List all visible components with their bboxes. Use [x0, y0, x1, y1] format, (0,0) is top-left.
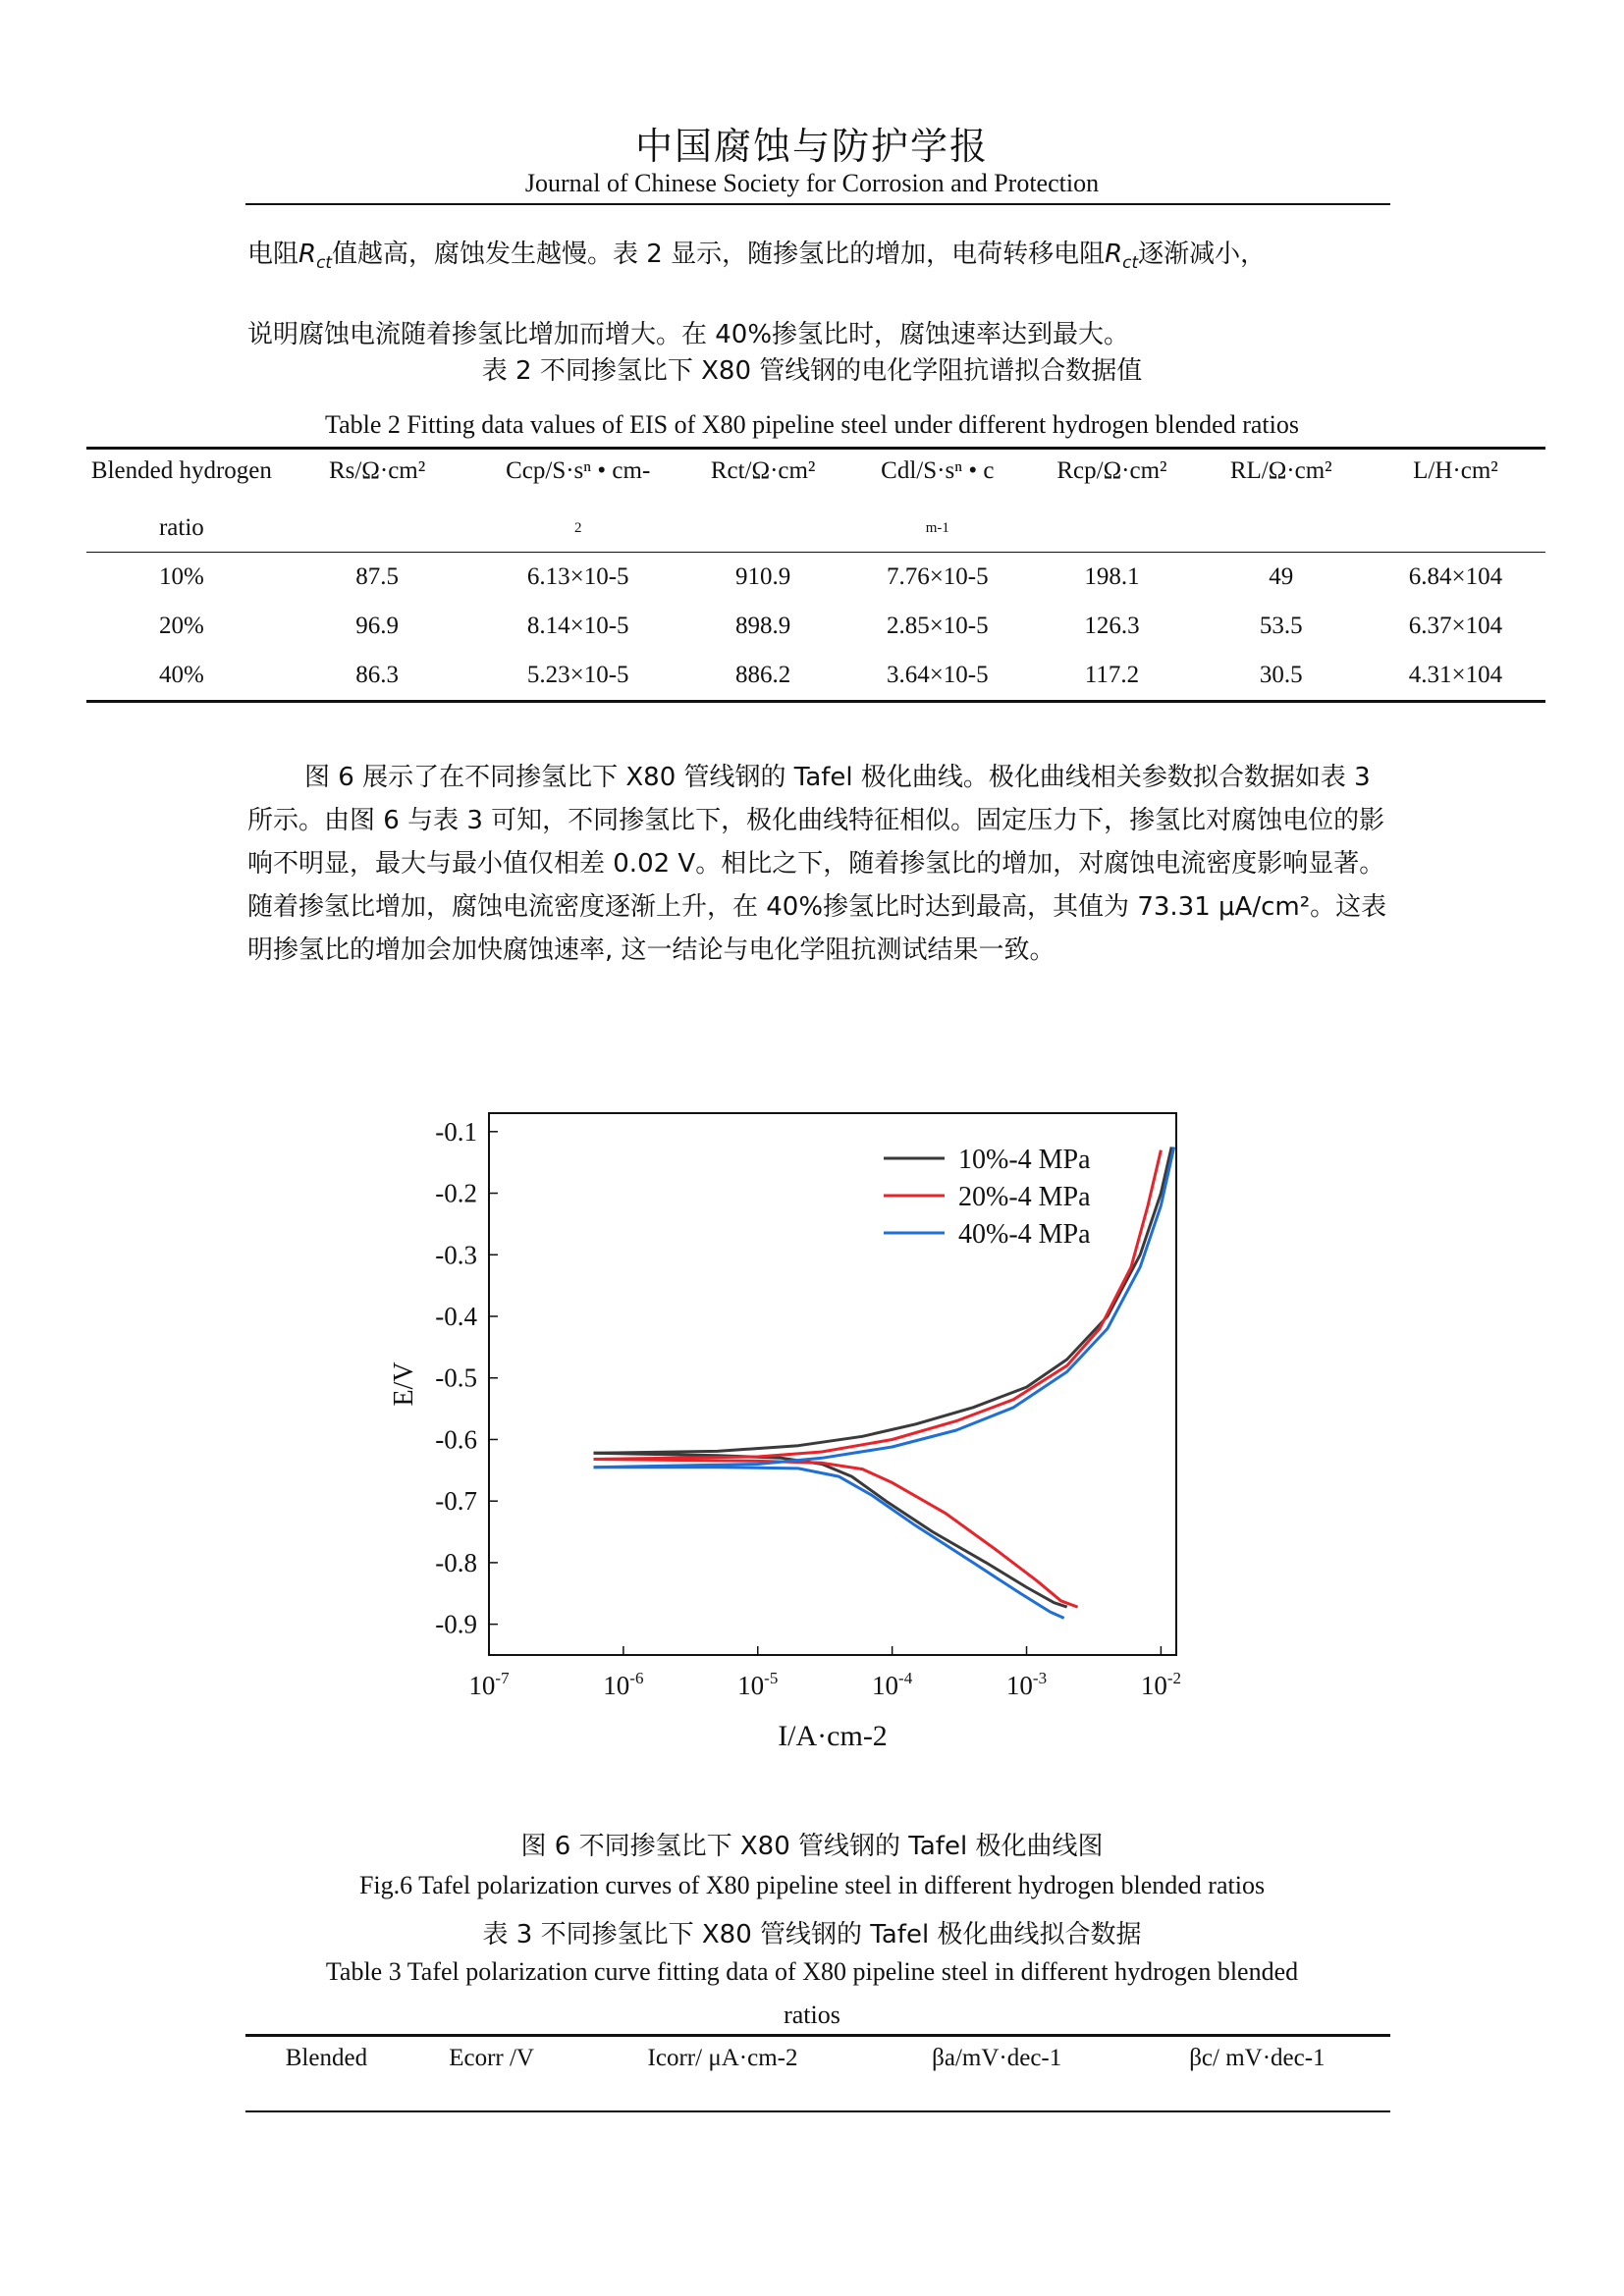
table2-header-cell: Blended hydrogen [90, 457, 272, 484]
table2-header-cell: Cdl/S·sⁿ • c [881, 457, 995, 484]
table-row [86, 602, 1545, 651]
table-row [86, 553, 1545, 603]
y-tick-label: -0.4 [435, 1302, 477, 1331]
table2-body [86, 553, 1545, 702]
symbol-subscript: ct [316, 252, 333, 273]
table-row [86, 651, 1545, 702]
y-tick-label: -0.8 [435, 1547, 477, 1577]
table-cell: 6.37×104 [1408, 613, 1503, 639]
table3-header-cell: βc/ mV·dec-1 [1189, 2045, 1326, 2071]
table-cell: 20% [158, 613, 204, 639]
table3-caption-en-line2: ratios [784, 2001, 840, 2029]
table2-header-cell-line2: m-1 [847, 505, 1027, 553]
y-tick-label: -0.1 [435, 1116, 477, 1147]
table-cell: 6.84×104 [1408, 563, 1503, 590]
legend-label: 40%-4 MPa [958, 1219, 1091, 1250]
table-cell: 87.5 [355, 563, 399, 590]
table-cell: 86.3 [355, 662, 399, 688]
legend-label: 10%-4 MPa [958, 1145, 1091, 1175]
table-cell: 898.9 [735, 613, 791, 639]
symbol-subscript: ct [1122, 252, 1139, 273]
y-axis-label: E/V [389, 1362, 419, 1407]
table-cell: 910.9 [735, 563, 791, 590]
table2-header-row [86, 505, 1545, 553]
paragraph-line: 说明腐蚀电流随着掺氢比增加而增大。在 40%掺氢比时，腐蚀速率达到最大。 [247, 320, 1130, 350]
paragraph-discussion [247, 756, 1390, 972]
table-cell: 7.76×10-5 [886, 563, 989, 590]
table2-header-row [86, 449, 1545, 506]
table-cell: 117.2 [1084, 662, 1140, 688]
table2-header-cell: Rcp/Ω·cm² [1056, 457, 1167, 484]
table2-header-cell-line2 [678, 505, 847, 553]
x-tick-label: $10^{-4}$ [872, 1669, 913, 1700]
table-cell: 198.1 [1084, 563, 1140, 590]
x-tick-label: $10^{-7}$ [468, 1669, 510, 1700]
text-fragment: 逐渐减小， [1138, 240, 1267, 269]
header-rule [245, 203, 1390, 205]
legend-label: 20%-4 MPa [958, 1182, 1091, 1212]
x-tick-exponent: -6 [629, 1669, 644, 1687]
paragraph-text: 图 6 展示了在不同掺氢比下 X80 管线钢的 Tafel 极化曲线。极化曲线相关参数拟合数据如表 3 所示。由图 6 与表 3 可知，不同掺氢比下，极化曲线特征相似。固定压力下，掺氢比对腐蚀电位的影响不明显，最大与最小值仅相差 0.02 V。相比之下，随着掺氢比的增加，对腐蚀电流密度影响显著。随着掺氢比增加，腐蚀电流密度逐渐上升，在 40%掺氢比时达到最高，其值为 73.31 μA/cm²。这表明掺氢比的增加会加快腐蚀速率, 这一结论与电化学阻抗测试结果一致。 [247, 763, 1387, 965]
paragraph-line [247, 218, 1390, 298]
text-fragment: 值越高，腐蚀发生越慢。表 2 显示，随掺氢比的增加，电荷转移电阻 [332, 240, 1106, 269]
table2-caption-cn: 表 2 不同掺氢比下 X80 管线钢的电化学阻抗谱拟合数据值 [481, 356, 1143, 386]
symbol-letter: R [298, 240, 317, 269]
table2-header-cell: Rs/Ω·cm² [328, 457, 426, 484]
table-cell: 4.31×104 [1408, 662, 1503, 688]
x-tick-exponent: -3 [1032, 1669, 1048, 1687]
table2-header-cell-line2 [1197, 505, 1366, 553]
x-tick-exponent: -2 [1166, 1669, 1181, 1687]
table2-caption-en: Table 2 Fitting data values of EIS of X80 pipeline steel under different hydrogen blended ratios [325, 410, 1299, 439]
table-cell: 886.2 [735, 662, 791, 688]
table3-header-cell: Ecorr /V [449, 2045, 534, 2071]
table3-header-cell: Icorr/ μA·cm-2 [647, 2045, 798, 2071]
table-cell: 2.85×10-5 [886, 613, 989, 639]
x-tick-label: $10^{-2}$ [1140, 1669, 1181, 1700]
table2 [86, 447, 1545, 703]
symbol-letter: R [1105, 240, 1123, 269]
table2-header-cell: Rct/Ω·cm² [710, 457, 816, 484]
table-cell: 40% [158, 662, 204, 688]
table-cell: 49 [1269, 563, 1294, 590]
table-cell: 53.5 [1259, 613, 1303, 639]
x-tick-exponent: -5 [764, 1669, 779, 1687]
table2-header-cell-line2: ratio [86, 505, 277, 553]
y-tick-label: -0.9 [435, 1609, 477, 1639]
table2-header-cell-line2 [277, 505, 478, 553]
table3-header-cell: Blended [285, 2045, 368, 2071]
y-tick-label: -0.7 [435, 1486, 477, 1517]
series-line [594, 1468, 1064, 1619]
table2-header-cell: RL/Ω·cm² [1229, 457, 1332, 484]
rct-symbol [1105, 240, 1139, 273]
x-tick-label: $10^{-6}$ [603, 1669, 644, 1700]
table3 [245, 2034, 1390, 2112]
table-cell: 126.3 [1084, 613, 1140, 639]
figure6-caption-cn: 图 6 不同掺氢比下 X80 管线钢的 Tafel 极化曲线图 [520, 1832, 1104, 1861]
x-tick-label: $10^{-3}$ [1005, 1669, 1048, 1700]
text-fragment: 电阻 [247, 240, 299, 269]
table-cell: 30.5 [1259, 662, 1303, 688]
table-cell: 3.64×10-5 [886, 662, 989, 688]
x-tick-exponent: -7 [495, 1669, 510, 1687]
tafel-chart [373, 1099, 1198, 1777]
table3-header-row [245, 2036, 1390, 2112]
table-cell: 6.13×10-5 [526, 563, 629, 590]
y-tick-label: -0.3 [435, 1240, 477, 1270]
table3-header-cell: βa/mV·dec-1 [932, 2045, 1062, 2071]
table-cell: 10% [158, 563, 204, 590]
rct-symbol [298, 240, 333, 273]
table3-caption-en-line1: Table 3 Tafel polarization curve fitting data of X80 pipeline steel in different hydrogen blended [325, 1957, 1299, 1986]
table3-caption-cn: 表 3 不同掺氢比下 X80 管线钢的 Tafel 极化曲线拟合数据 [482, 1920, 1142, 1949]
journal-title-en: Journal of Chinese Society for Corrosion and Protection [524, 169, 1100, 197]
table2-header-cell-line2 [1366, 505, 1545, 553]
table2-header-cell: L/H·cm² [1413, 457, 1498, 484]
y-tick-label: -0.5 [435, 1362, 477, 1393]
table2-header-cell-line2 [1027, 505, 1196, 553]
table2-header-cell: Ccp/S·sⁿ • cm- [506, 457, 651, 484]
table2-header-cell-line2: 2 [477, 505, 678, 553]
x-tick-label: $10^{-5}$ [737, 1669, 779, 1700]
y-tick-label: -0.2 [435, 1178, 477, 1208]
paragraph-intro [247, 218, 1390, 371]
x-tick-exponent: -4 [898, 1669, 913, 1687]
table-cell: 5.23×10-5 [526, 662, 629, 688]
y-tick-label: -0.6 [435, 1424, 477, 1455]
journal-title-cn: 中国腐蚀与防护学报 [634, 125, 989, 168]
table-cell: 96.9 [355, 613, 399, 639]
x-axis-label: I/A·cm-2 [778, 1720, 888, 1752]
figure6-caption-en: Fig.6 Tafel polarization curves of X80 pipeline steel in different hydrogen blended ratios [358, 1871, 1266, 1899]
table-cell: 8.14×10-5 [526, 613, 629, 639]
